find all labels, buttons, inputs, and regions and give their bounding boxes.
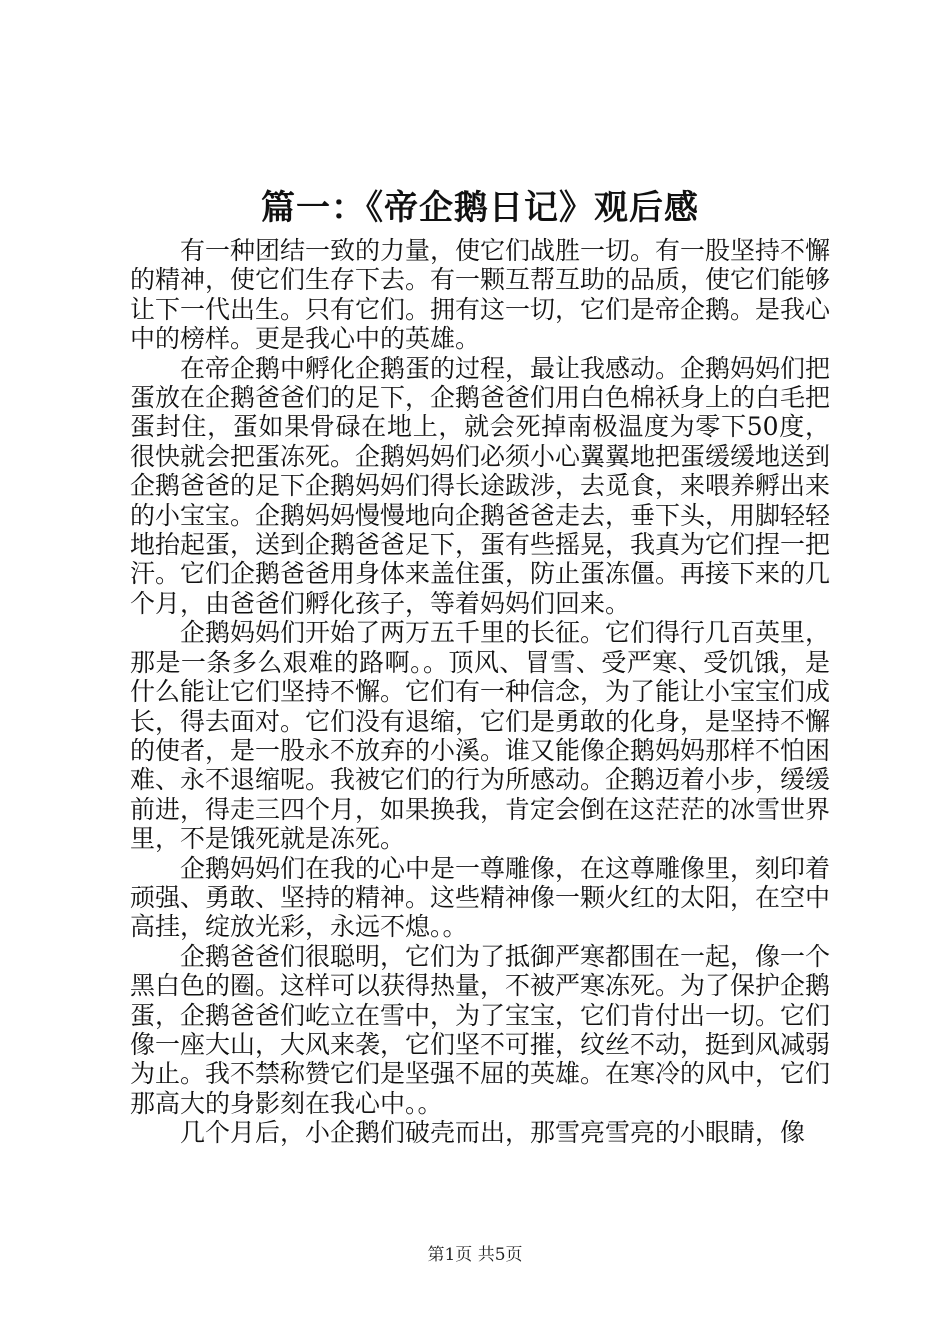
document-body <box>130 236 830 1148</box>
paragraph: 企鹅妈妈们在我的心中是一尊雕像，在这尊雕像里，刻印着顽强、勇敢、坚持的精神。这些精神像一颗火红的太阳，在空中高挂，绽放光彩，永远不熄。。 <box>130 853 831 942</box>
paragraph: 在帝企鹅中孵化企鹅蛋的过程，最让我感动。企鹅妈妈们把蛋放在企鹅爸爸们的足下，企鹅爸爸们用白色棉袄身上的白毛把蛋封住，蛋如果骨碌在地上，就会死掉南极温度为零下50度，很快就会把蛋冻死。企鹅妈妈们必须小心翼翼地把蛋缓缓地送到企鹅爸爸的足下企鹅妈妈们得长途跋涉，去觅食，来喂养孵出来的小宝宝。企鹅妈妈慢慢地向企鹅爸爸走去，垂下头，用脚轻轻地抬起蛋，送到企鹅爸爸足下，蛋有些摇晃，我真为它们捏一把汗。它们企鹅爸爸用身体来盖住蛋，防止蛋冻僵。再接下来的几个月，由爸爸们孵化孩子，等着妈妈们回来。 <box>130 353 831 618</box>
paragraph: 有一种团结一致的力量，使它们战胜一切。有一股坚持不懈的精神，使它们生存下去。有一颗互帮互助的品质，使它们能够让下一代出生。只有它们。拥有这一切，它们是帝企鹅。是我心中的榜样。更是我心中的英雄。 <box>130 236 831 354</box>
paragraph: 企鹅爸爸们很聪明，它们为了抵御严寒都围在一起，像一个黑白色的圈。这样可以获得热量，不被严寒冻死。为了保护企鹅蛋，企鹅爸爸们屹立在雪中，为了宝宝，它们肯付出一切。它们像一座大山，大风来袭，它们坚不可摧，纹丝不动，挺到风减弱为止。我不禁称赞它们是坚强不屈的英雄。在寒冷的风中，它们那高大的身影刻在我心中。。 <box>130 941 831 1118</box>
page-number-footer: 第1页 共5页 <box>427 1245 523 1265</box>
document-title: 篇一：《帝企鹅日记》观后感 <box>261 188 699 228</box>
paragraph: 企鹅妈妈们开始了两万五千里的长征。它们得行几百英里，那是一条多么艰难的路啊。。顶风、冒雪、受严寒、受饥饿，是什么能让它们坚持不懈。它们有一种信念，为了能让小宝宝们成长，得去面对。它们没有退缩，它们是勇敢的化身，是坚持不懈的使者，是一股永不放弃的小溪。谁又能像企鹅妈妈那样不怕困难、永不退缩呢。我被它们的行为所感动。企鹅迈着小步，缓缓前进，得走三四个月，如果换我，肯定会倒在这茫茫的冰雪世界里，不是饿死就是冻死。 <box>130 618 831 854</box>
paragraph: 几个月后，小企鹅们破壳而出，那雪亮雪亮的小眼睛，像 <box>180 1118 806 1148</box>
